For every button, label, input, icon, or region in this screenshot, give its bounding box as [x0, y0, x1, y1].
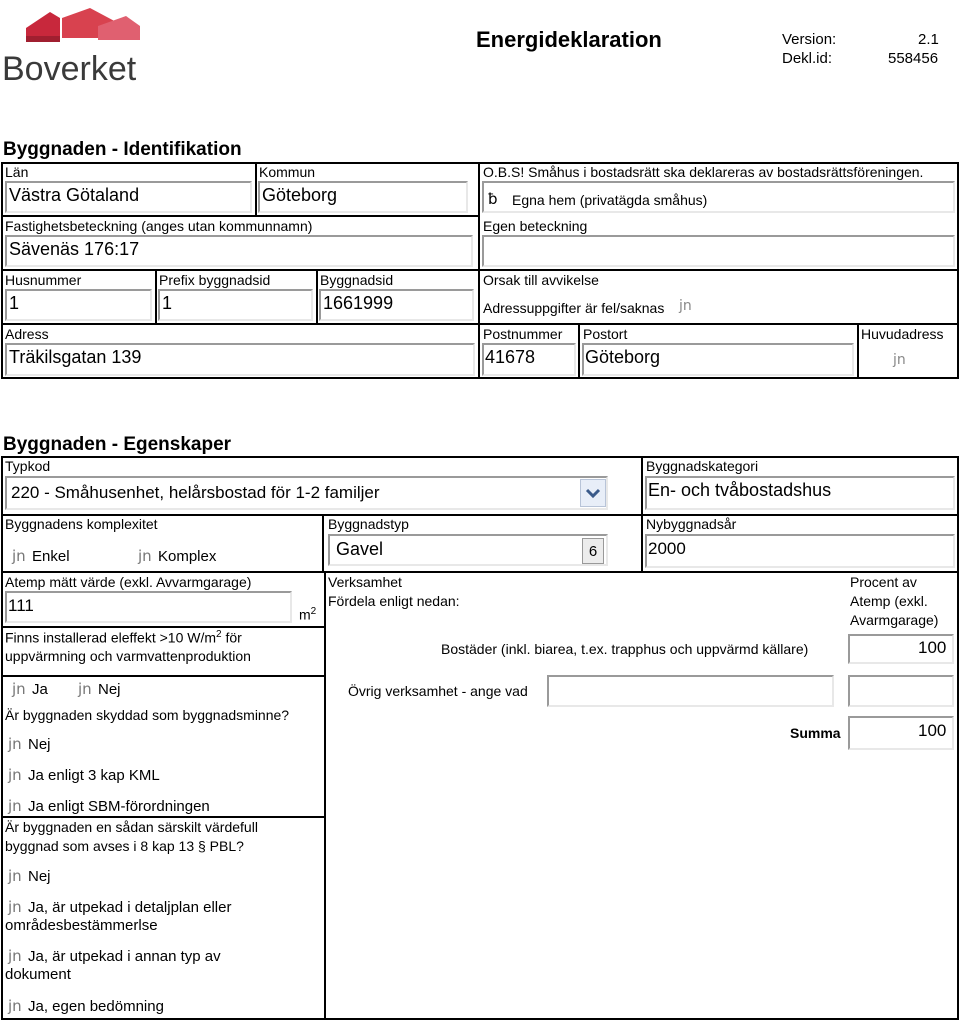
orsak-label: Orsak till avvikelse [483, 272, 599, 288]
verksamhet-label: Verksamhet [328, 574, 402, 590]
radio-icon: jn [8, 867, 22, 885]
vardefull-annan-label: Ja, är utpekad i annan typ av [28, 948, 221, 965]
summa-label: Summa [790, 725, 841, 741]
typkod-dropdown-button[interactable] [580, 479, 606, 507]
lan-label: Län [5, 164, 29, 180]
dekl-id-value: 558456 [888, 50, 939, 67]
adress-value: Träkilsgatan 139 [9, 347, 142, 367]
byggnadsminne-kml-radio[interactable] [8, 766, 160, 784]
summa-value: 100 [918, 721, 947, 740]
fastighetsbeteckning-value: Sävenäs 176:17 [9, 239, 140, 259]
atemp-value: 111 [8, 596, 34, 615]
adressuppgifter-label: Adressuppgifter är fel/saknas [483, 300, 665, 316]
byggnadsminne-sbm-label: Ja enligt SBM-förordningen [28, 798, 210, 815]
byggnadsminne-nej-label: Nej [28, 736, 51, 753]
byggnadsminne-kml-label: Ja enligt 3 kap KML [28, 767, 160, 784]
ovrig-field[interactable] [547, 675, 834, 707]
byggnadsminne-question: Är byggnaden skyddad som byggnadsminne? [5, 707, 290, 723]
byggnadstyp-value: Gavel [336, 539, 384, 559]
fastighetsbeteckning-label: Fastighetsbeteckning (anges utan kommunnamn) [5, 218, 313, 234]
typkod-label: Typkod [5, 458, 51, 474]
radio-icon: jn [8, 997, 22, 1015]
radio-icon: jn [8, 766, 22, 784]
vardefull-nej-label: Nej [28, 868, 51, 885]
husnummer-field[interactable] [5, 289, 152, 321]
adress-label: Adress [5, 326, 49, 342]
kommun-label: Kommun [259, 164, 316, 180]
kategori-label: Byggnadskategori [646, 458, 759, 474]
vardefull-question-2: byggnad som avses i 8 kap 13 § PBL? [5, 838, 244, 854]
egen-beteckning-label: Egen beteckning [483, 218, 588, 234]
radio-icon: jn [78, 680, 92, 698]
komplex-radio[interactable] [138, 547, 216, 565]
enkel-radio[interactable] [12, 547, 70, 565]
lan-value: Västra Götaland [9, 185, 140, 205]
postort-value: Göteborg [585, 347, 661, 367]
komplexitet-label: Byggnadens komplexitet [5, 516, 158, 532]
typkod-value: 220 - Småhusenhet, helårsbostad för 1-2 familjer [11, 483, 380, 502]
radio-icon: jn [12, 680, 26, 698]
radio-icon: jn [8, 735, 22, 753]
identification-section-title: Byggnaden - Identifikation [3, 139, 242, 160]
egna-hem-label: Egna hem (privatägda småhus) [512, 192, 708, 208]
radio-icon: jn [8, 947, 22, 965]
fordela-label: Fördela enligt nedan: [328, 593, 460, 609]
enkel-label: Enkel [32, 548, 70, 565]
prefix-byggnadsid-field[interactable] [158, 289, 313, 321]
procent-label-1: Procent av [850, 574, 917, 590]
document-title: Energideklaration [476, 27, 662, 52]
bostader-value: 100 [918, 638, 947, 657]
nybyggnadsar-label: Nybyggnadsår [646, 516, 737, 532]
vardefull-question-1: Är byggnaden en sådan särskilt värdefull [5, 819, 258, 835]
nej-label: Nej [98, 681, 121, 698]
byggnadsminne-sbm-radio[interactable] [8, 797, 210, 815]
eleffekt-nej-radio[interactable] [78, 680, 121, 698]
chevron-down-icon [581, 480, 605, 506]
prefix-byggnadsid-value: 1 [162, 293, 173, 313]
obs-note: O.B.S! Småhus i bostadsrätt ska deklareras av bostadsrättsföreningen. [483, 164, 924, 180]
postnummer-label: Postnummer [483, 326, 563, 342]
vardefull-detaljplan-radio[interactable] [8, 898, 231, 916]
procent-label-2: Atemp (exkl. [850, 593, 928, 609]
byggnadstyp-label: Byggnadstyp [328, 516, 409, 532]
bostader-label: Bostäder (inkl. biarea, t.ex. trapphus och uppvärmd källare) [441, 641, 809, 657]
procent-label-3: Avarmgarage) [850, 612, 939, 628]
atemp-field[interactable] [5, 591, 292, 623]
egna-hem-checkbox-icon[interactable]: ƀ [488, 190, 498, 208]
radio-icon: jn [8, 898, 22, 916]
boverket-logo-icon [0, 4, 160, 84]
version-label: Version: [782, 31, 837, 48]
boverket-logo [0, 4, 160, 84]
prefix-byggnadsid-label: Prefix byggnadsid [159, 272, 271, 288]
byggnadsid-value: 1661999 [323, 293, 394, 313]
vardefull-nej-radio[interactable] [8, 867, 51, 885]
postnummer-value: 41678 [485, 347, 536, 367]
radio-icon: jn [138, 547, 152, 565]
nybyggnadsar-value: 2000 [648, 539, 686, 558]
adressuppgifter-checkbox-icon[interactable]: jn [679, 298, 692, 314]
huvudadress-checkbox-icon[interactable]: jn [893, 352, 906, 368]
radio-icon: jn [8, 797, 22, 815]
husnummer-value: 1 [9, 293, 20, 313]
ovrig-label: Övrig verksamhet - ange vad [348, 683, 528, 699]
atemp-label: Atemp mätt värde (exkl. Avvarmgarage) [5, 574, 252, 590]
properties-section-title: Byggnaden - Egenskaper [3, 434, 232, 455]
vardefull-detaljplan-label: Ja, är utpekad i detaljplan eller [28, 899, 232, 916]
vardefull-annan-radio[interactable] [8, 947, 221, 965]
version-value: 2.1 [918, 31, 939, 48]
eleffekt-label-2: uppvärmning och varmvattenproduktion [5, 648, 251, 664]
dekl-id-label: Dekl.id: [782, 50, 833, 67]
kategori-value: En- och tvåbostadshus [648, 480, 832, 500]
logo-text: Boverket [2, 50, 137, 84]
byggnadsid-label: Byggnadsid [320, 272, 394, 288]
vardefull-detaljplan-label-2: områdesbestämmerlse [5, 917, 158, 934]
eleffekt-label-1: Finns installerad eleffekt >10 $W/m^2$ för [5, 629, 242, 646]
eleffekt-ja-radio[interactable] [12, 680, 48, 698]
komplex-label: Komplex [158, 548, 217, 565]
vardefull-egen-radio[interactable] [8, 997, 164, 1015]
vardefull-egen-label: Ja, egen bedömning [28, 998, 164, 1015]
kommun-value: Göteborg [262, 185, 338, 205]
vardefull-annan-label-2: dokument [5, 966, 71, 983]
byggnadstyp-dropdown-button[interactable]: 6 [582, 538, 604, 564]
huvudadress-label: Huvudadress [861, 326, 944, 342]
postort-label: Postort [583, 326, 628, 342]
egen-beteckning-field[interactable] [482, 235, 955, 267]
radio-icon: jn [12, 547, 26, 565]
husnummer-label: Husnummer [5, 272, 82, 288]
nybyggnadsar-field[interactable] [645, 534, 955, 568]
ja-label: Ja [32, 681, 48, 698]
ovrig-procent-field[interactable] [848, 675, 954, 707]
atemp-unit: $m^2$ [299, 606, 317, 623]
byggnadsminne-nej-radio[interactable] [8, 735, 51, 753]
